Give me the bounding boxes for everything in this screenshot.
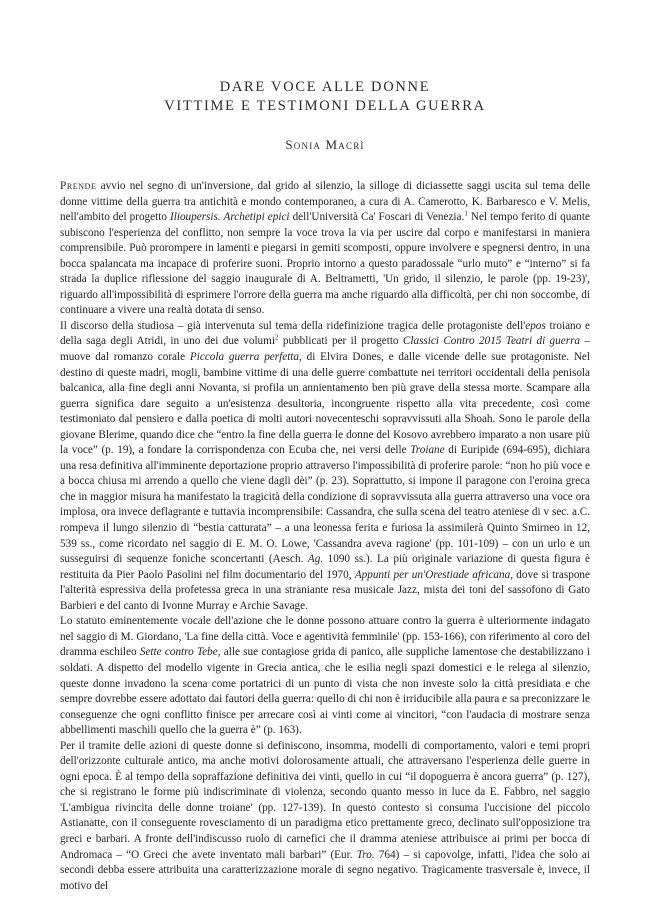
- italic-run: Troiane: [410, 444, 445, 457]
- footnote-marker[interactable]: 2: [274, 333, 279, 342]
- italic-run: Tro.: [356, 848, 375, 861]
- paragraph-1: [60, 179, 590, 319]
- italic-run: epos: [525, 319, 546, 332]
- text-run: , alle sue contagiose grida di panico, alle suppliche lamentose che destabilizzano i soldati. A dispetto del modello vigente in Grecia antica, che le esilia negli spazi domestici e le relega al silenzio, queste donne invadono la scena come portatrici di un punto di vista che non investe solo la città presidiata e che sempre dovrebbe essere adottato dai fautori della guerra: quello di chi non è irriducibile alla paura e sa preconizzare le conseguenze che ogni conflitto finisce per arrecare così ai vinti come ai vincitori, “con l'audacia di mostrare senza abbellimenti maschili quello che la guerra è” (p. 163).: [60, 646, 591, 737]
- footnote-marker[interactable]: 1: [464, 209, 468, 218]
- text-run: , dove si traspone l'alterità espressiva della profetessa greca in una straniante resa musicale Jazz, mista dei toni del sassofono di Gato Barbieri e del canto di Ivonne Murray e Archie Savage.: [60, 568, 590, 612]
- italic-run: Piccola guerra perfetta: [189, 351, 300, 364]
- paragraph-4: [60, 739, 590, 894]
- paragraph-2: [60, 319, 590, 614]
- title-line-2: VITTIME E TESTIMONI DELLA GUERRA: [164, 98, 486, 114]
- text-run: di Euripide (694-695), dichiara una resa definitiva all'imminente deportazione proprio attraverso l'impossibilità di proferire parole: “non ho più voce e a bocca chiusa mi arrendo a quello che viene dagli dèi” (p. 23). Soprattutto, si impone il paragone con l'eroina greca che in maggior misura ha manifestato la tragicità della condizione di sopravvissuta alla guerra attraverso una voce ora implosa, ora invece deflagrante e tuttavia incomprensibile: Cassandra, che sulla scena del teatro ateniese di v sec. a.C. rompeva il lungo silenzio di “bestia catturata” – a una leonessa ferita e furiosa la assimilerà Quinto Smirneo in 12, 539 ss., come ricordato nel saggio di E. M. O. Lowe, 'Cassandra aveva ragione' (pp. 101-109) – con un urlo e un susseguirsi di sequenze foniche sconcertanti (Aesch.: [60, 444, 590, 566]
- text-run: Nel tempo ferito di quante subiscono l'esperienza del conflitto, non sempre la voce trova la via per uscire dal corpo e manifestarsi in maniera comprensibile. Può prorompere in lamenti e piegarsi in gemiti scomposti, oppure involvere e spegnersi dentro, in una bocca spalancata ma incapace di proferire suoni. Proprio intorno a questo paradossale “urlo muto” e “interno” si fa strada la duplice riflessione del saggio inaugurale di A. Beltrametti, 'Un grido, il silenzio, le parole (pp. 19-23)', riguardo all'impossibilità di esprimere l'orrore della guerra ma anche riguardo alla difficoltà, per chi non soccombe, di continuare a vivere una realtà dotata di senso.: [60, 211, 590, 317]
- italic-run: Classici Contro 2015 Teatri di guerra: [402, 335, 581, 348]
- paragraph-lead-word: Prende: [60, 180, 97, 192]
- text-run: Il discorso della studiosa – già intervenuta sul tema della ridefinizione tragica delle protagoniste dell': [60, 319, 526, 332]
- text-run: Per il tramite delle azioni di queste donne si definiscono, insomma, modelli di comportamento, valori e temi propri dell'orizzonte culturale antico, ma anche motivi dolorosamente attuali, che attraversano l'esperienza delle guerre in ogni epoca. È al tempo della sopraffazione definitiva dei vinti, quello in cui “il dopoguerra è ancora guerra” (p. 127), che si registrano le forme più indiscriminate di violenza, secondo quanto messo in luce da E. Fabbro, nel saggio 'L'ambigua rivincita delle donne troiane' (pp. 127-139). In questo contesto si consuma l'uccisione del piccolo Astianatte, con il conseguente rovesciamento di un paradigma etico prettamente greco, declinato sull'opposizione tra greci e barbari. A fronte dell'indiscusso ruolo di carnefici che il dramma ateniese attribuisce ai primi per bocca di Andromaca – “O Greci che avete inventato mali barbari” (Eur.: [60, 739, 590, 861]
- article-title: [60, 78, 590, 116]
- paragraph-3: [60, 614, 590, 738]
- text-run: dell'Università Ca' Foscari di Venezia.: [289, 211, 465, 224]
- text-run: Lo statuto eminentemente vocale dell'azione che le donne possono attuare contro la guerra è ulteriormente indagato nel saggio di M. Giordano, 'La fine della città. Voce e agentività femminile' (pp. 153-166), con riferimento al coro del dramma eschileo: [60, 615, 590, 659]
- article-body: [60, 179, 590, 894]
- text-run: , di Elvira Dones, e dalle vicende delle sue protagoniste. Nel destino di queste madri, mogli, bambine vittime di una delle guerre combattute nei territori occidentali della penisola balcanica, alla fine degli anni Novanta, si profila un annientamento ben più grave della stessa morte. Scampare alla guerra significa dare seguito a un'esistenza desultoria, incongruente rispetto alla vita precedente, così come testimoniato dal pensiero e dalla poetica di molti autori novecenteschi sopravvissuti alla Shoah. Sono le parole della giovane Blerime, quando dice che “entro la fine della guerra le donne del Kosovo avrebbero imparato a non usare più la voce” (p. 19), a fondare la corrispondenza con Ecuba che, nei versi delle: [60, 351, 590, 457]
- italic-run: Sette contro Tebe: [139, 646, 218, 659]
- italic-run: Ilioupersis. Archetipi epici: [170, 211, 290, 224]
- text-run: pubblicati per il progetto: [278, 335, 403, 348]
- title-line-1: DARE VOCE ALLE DONNE: [219, 79, 431, 95]
- text-run: troiano e della saga degli Atridi, in uno dei due volumi: [60, 319, 590, 348]
- text-run: 1090 ss.). La più originale variazione di questa figura è restituita da Pier Paolo Pasolini nel film documentario del 1970,: [60, 553, 590, 581]
- author-name: Sonia Macrì: [285, 137, 365, 152]
- italic-run: Appunti per un'Orestiade africana: [354, 568, 511, 581]
- text-run: avvio nel segno di un'inversione, dal grido al silenzio, la silloge di diciassette saggi uscita sul tema delle donne vittime della guerra tra antichità e mondo contemporaneo, a cura di A. Camerotto, K. Barbaresco e V. Melis, nell'ambito del progetto: [60, 180, 590, 224]
- text-run: 764) – si capovolge, infatti, l'idea che solo ai secondi debba essere attribuita una caratterizzazione morale di segno negativo. Tragicamente trasversale è, invece, il motivo del: [60, 848, 590, 892]
- text-run: – muove dal romanzo corale: [60, 335, 591, 364]
- italic-run: Ag.: [307, 553, 324, 566]
